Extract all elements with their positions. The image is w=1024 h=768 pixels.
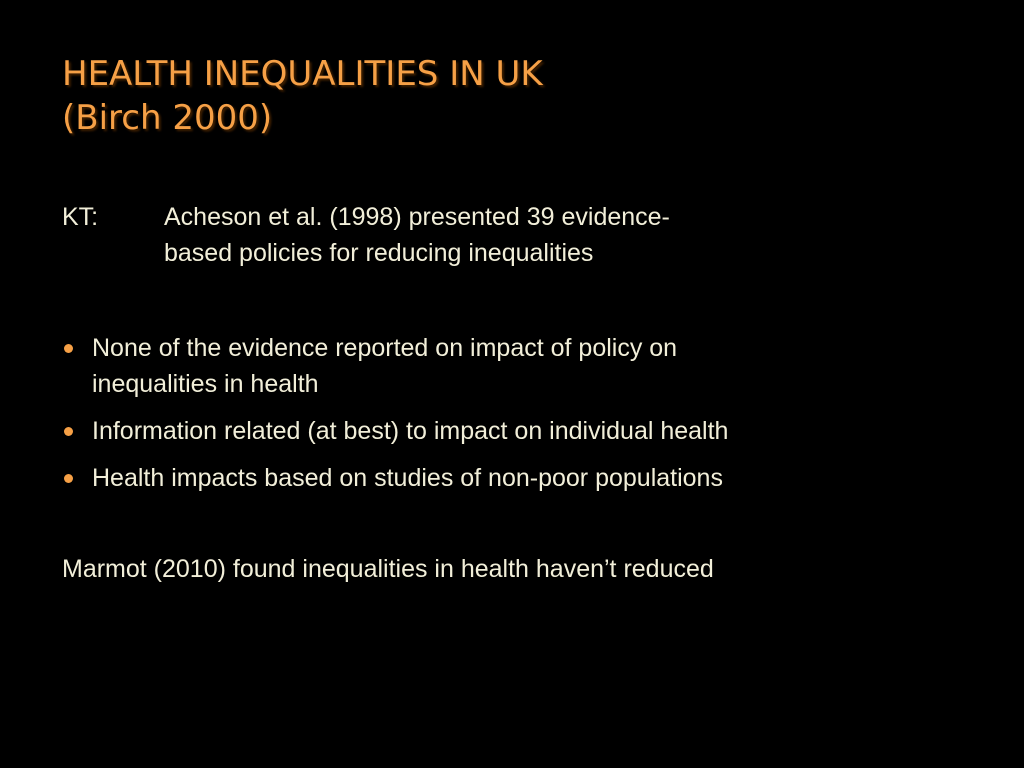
marmot-statement: Marmot (2010) found inequalities in health haven’t reduced bbox=[62, 555, 714, 583]
bullet-text-line: Information related (at best) to impact on individual health bbox=[92, 417, 729, 445]
bullet-dot-icon bbox=[64, 344, 73, 353]
bullet-text-line: None of the evidence reported on impact of policy on bbox=[92, 334, 678, 362]
bullet-text-line: Health impacts based on studies of non-poor populations bbox=[92, 464, 723, 492]
slide-title-line-1: HEALTH INEQUALITIES IN UK bbox=[62, 54, 543, 94]
kt-text bbox=[164, 199, 844, 271]
bullet-item bbox=[62, 460, 728, 496]
bullet-item bbox=[62, 413, 728, 449]
slide-title bbox=[62, 52, 543, 140]
bullet-list bbox=[62, 330, 728, 507]
bullet-item bbox=[62, 330, 728, 402]
bullet-text-line: inequalities in health bbox=[92, 370, 319, 398]
bullet-dot-icon bbox=[64, 427, 73, 436]
slide-title-line-2: (Birch 2000) bbox=[62, 98, 273, 138]
kt-text-line-1: Acheson et al. (1998) presented 39 evidence- bbox=[164, 203, 670, 231]
bullet-dot-icon bbox=[64, 474, 73, 483]
kt-text-line-2: based policies for reducing inequalities bbox=[164, 239, 594, 267]
kt-label: KT: bbox=[62, 203, 99, 231]
